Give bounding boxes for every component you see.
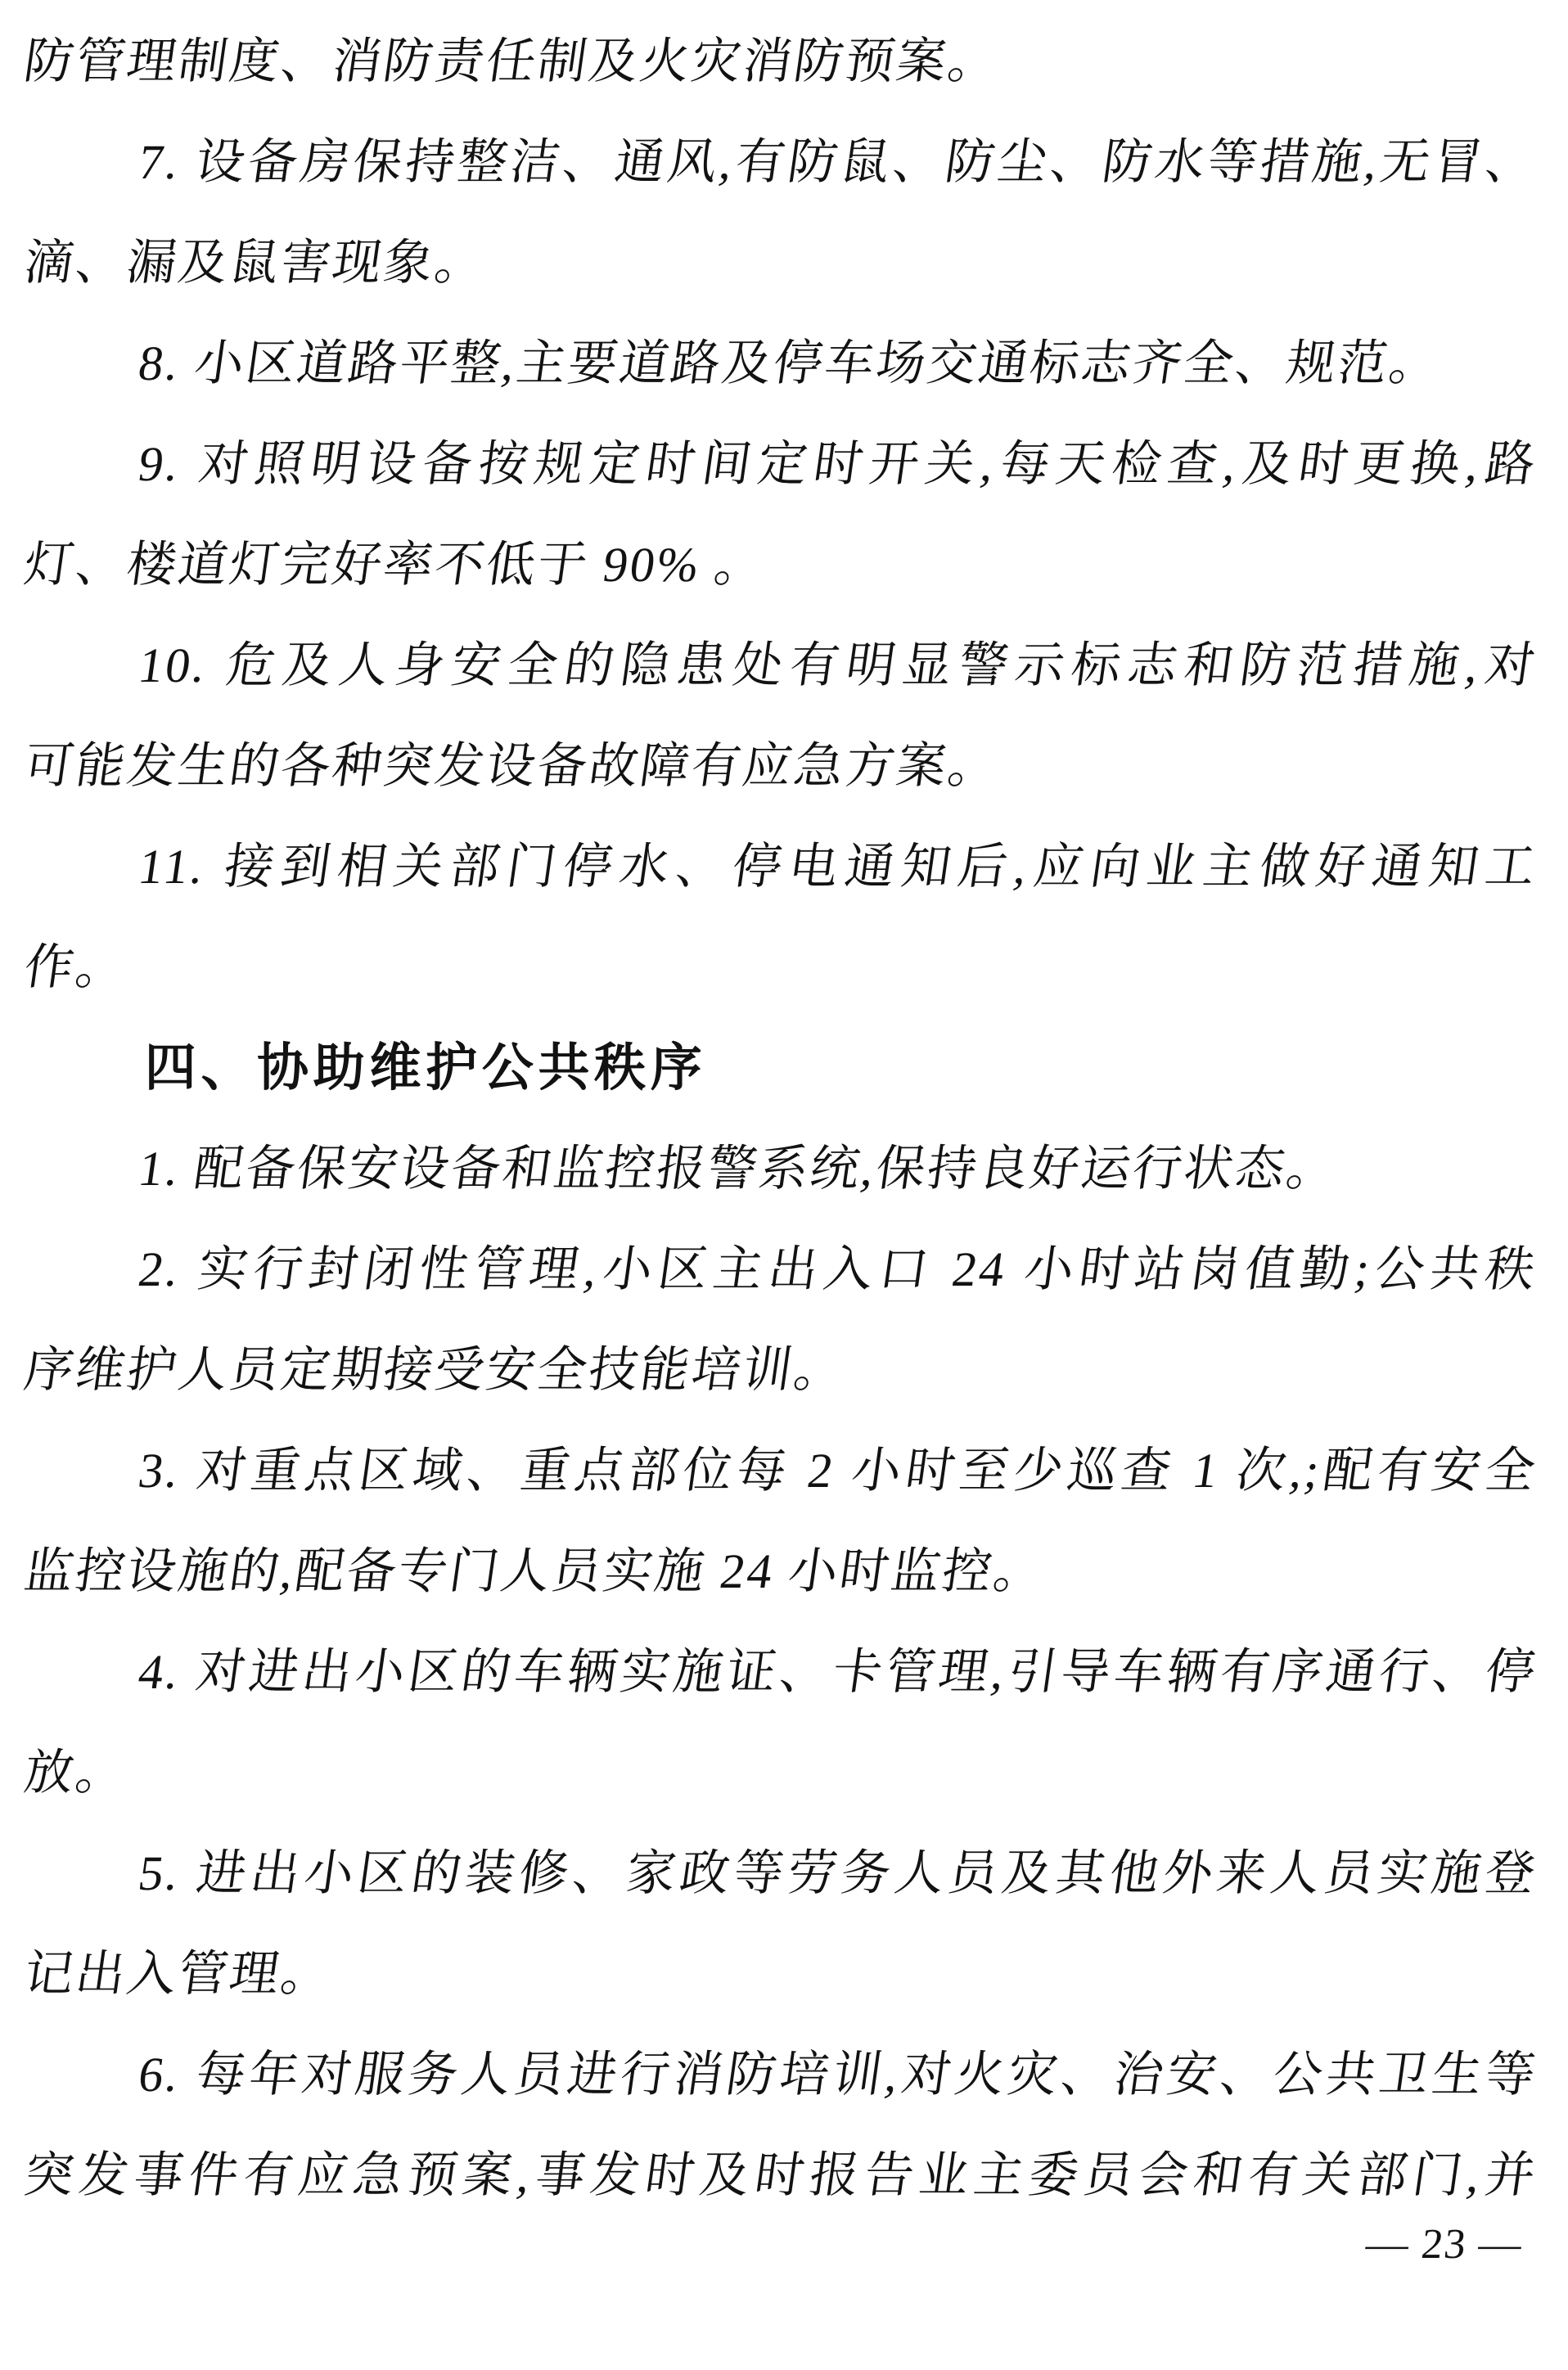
text-line: 7. 设备房保持整洁、通风,有防鼠、防尘、防水等措施,无冒、 — [135, 135, 1541, 189]
text-line: 2. 实行封闭性管理,小区主出入口 24 小时站岗值勤;公共秩 — [135, 1242, 1541, 1296]
text-line: 10. 危及人身安全的隐患处有明显警示标志和防范措施,对 — [135, 638, 1541, 692]
page-number-footer: — 23 — — [1363, 2221, 1525, 2268]
text-line: 11. 接到相关部门停水、停电通知后,应向业主做好通知工 — [135, 840, 1541, 894]
text-line: 1. 配备保安设备和监控报警系统,保持良好运行状态。 — [135, 1142, 1342, 1196]
text-line: 灯、楼道灯完好率不低于 90% 。 — [20, 538, 770, 592]
text-line: 防管理制度、消防责任制及火灾消防预案。 — [20, 34, 1004, 88]
text-line: 滴、漏及鼠害现象。 — [20, 236, 491, 290]
text-line: 9. 对照明设备按规定时间定时开关,每天检查,及时更换,路 — [135, 437, 1541, 491]
text-line: 可能发生的各种突发设备故障有应急方案。 — [20, 739, 1004, 793]
text-line: 监控设施的,配备专门人员实施 24 小时监控。 — [20, 1544, 1049, 1598]
text-line: 作。 — [20, 940, 132, 994]
text-line: 4. 对进出小区的车辆实施证、卡管理,引导车辆有序通行、停 — [135, 1645, 1541, 1699]
text-line: 5. 进出小区的装修、家政等劳务人员及其他外来人员实施登 — [135, 1846, 1541, 1900]
text-line: 序维护人员定期接受安全技能培训。 — [20, 1343, 849, 1397]
text-line: 3. 对重点区域、重点部位每 2 小时至少巡查 1 次,;配有安全 — [135, 1444, 1541, 1498]
text-line: 记出入管理。 — [20, 1947, 336, 2001]
text-line: 放。 — [20, 1746, 132, 1800]
text-line: 突发事件有应急预案,事发时及时报告业主委员会和有关部门,并 — [20, 2148, 1541, 2202]
text-line: 8. 小区道路平整,主要道路及停车场交通标志齐全、规范。 — [135, 336, 1445, 390]
section-heading: 四、协助维护公共秩序 — [144, 1039, 707, 1097]
document-body — [20, 11, 1541, 2226]
text-line: 6. 每年对服务人员进行消防培训,对火灾、治安、公共卫生等 — [135, 2048, 1541, 2102]
